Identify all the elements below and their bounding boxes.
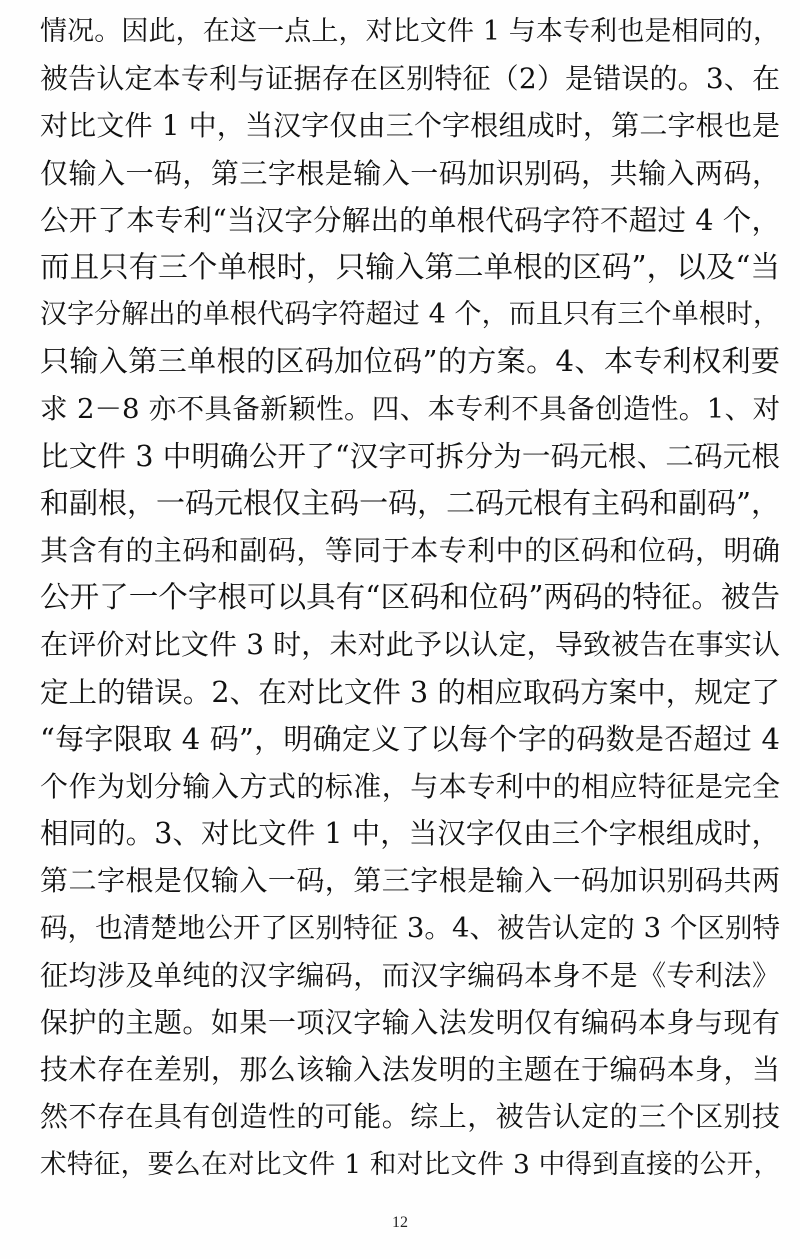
text-line: 然不存在具有创造性的可能。综上，被告认定的三个区别技 [40, 1100, 780, 1134]
text-line: 其含有的主码和副码，等同于本专利中的区码和位码，明确 [40, 534, 780, 568]
text-line: 个作为划分输入方式的标准，与本专利中的相应特征是完全 [40, 770, 780, 803]
text-line: 和副根，一码元根仅主码一码，二码元根有主码和副码”， [40, 485, 780, 520]
text-line: 技术存在差别，那么该输入法发明的主题在于编码本身，当 [40, 1053, 780, 1087]
text-line: 比文件 3 中明确公开了“汉字可拆分为一码元根、二码元根 [40, 439, 780, 473]
text-line: “每字限取 4 码”，明确定义了以每个字的码数是否超过 4 [40, 721, 780, 756]
text-line: 码，也清楚地公开了区别特征 3。4、被告认定的 3 个区别特 [40, 911, 780, 944]
text-line: 只输入第三单根的区码加位码”的方案。4、本专利权利要 [40, 344, 780, 379]
text-line: 第二字根是仅输入一码，第三字根是输入一码加识别码共两 [40, 864, 780, 898]
text-line: 定上的错误。2、在对比文件 3 的相应取码方案中，规定了 [40, 675, 780, 709]
text-line: 公开了一个字根可以具有“区码和位码”两码的特征。被告 [40, 580, 780, 615]
text-line: 仅输入一码，第三字根是输入一码加识别码，共输入两码， [40, 156, 780, 190]
text-line: 在评价对比文件 3 时，未对此予以认定，导致被告在事实认 [40, 628, 780, 662]
text-line: 公开了本专利“当汉字分解出的单根代码字符不超过 4 个， [40, 203, 780, 237]
page-number: 12 [392, 1214, 408, 1231]
text-line: 术特征，要么在对比文件 1 和对比文件 3 中得到直接的公开， [40, 1148, 780, 1180]
text-line: 对比文件 1 中，当汉字仅由三个字根组成时，第二字根也是 [40, 109, 780, 143]
text-line: 情况。因此，在这一点上，对比文件 1 与本专利也是相同的， [40, 16, 780, 47]
text-line: 相同的。3、对比文件 1 中，当汉字仅由三个字根组成时， [40, 817, 780, 851]
text-line: 征均涉及单纯的汉字编码，而汉字编码本身不是《专利法》 [40, 958, 780, 992]
body-text [40, 8, 780, 1188]
text-line: 求 2－8 亦不具备新颖性。四、本专利不具备创造性。1、对 [40, 392, 780, 425]
text-line: 保护的主题。如果一项汉字输入法发明仅有编码本身与现有 [40, 1005, 780, 1039]
text-line: 汉字分解出的单根代码字符超过 4 个，而且只有三个单根时， [40, 299, 780, 331]
text-line: 被告认定本专利与证据存在区别特征（2）是错误的。3、在 [40, 62, 780, 96]
text-line: 而且只有三个单根时，只输入第二单根的区码”，以及“当 [40, 249, 780, 284]
